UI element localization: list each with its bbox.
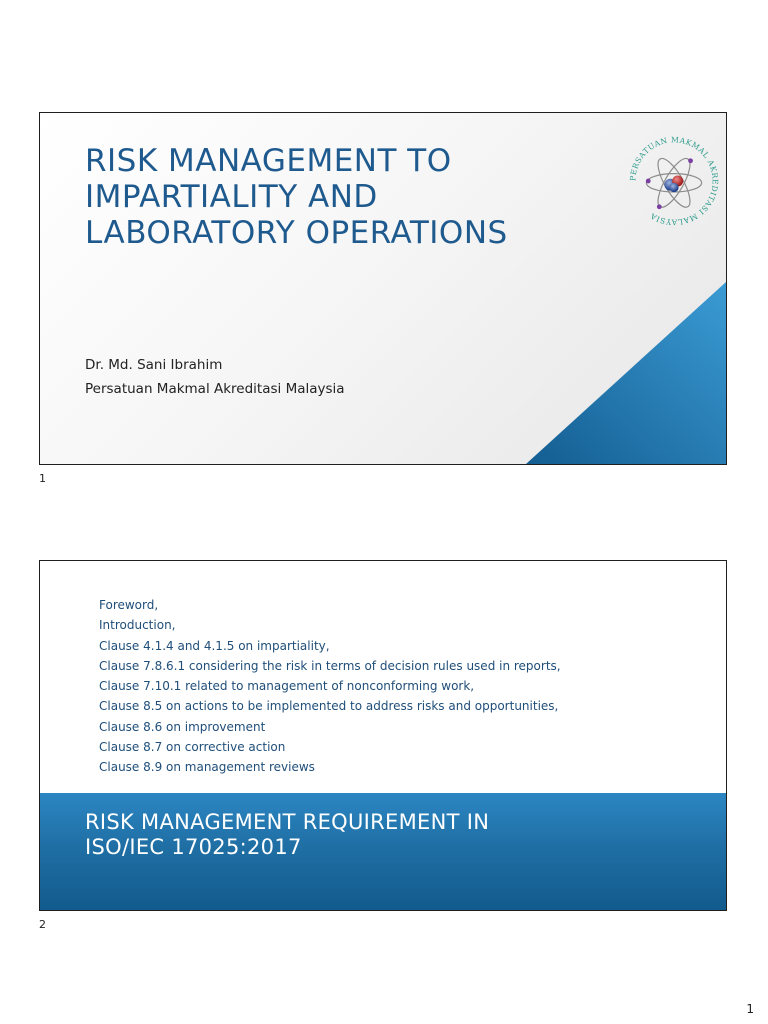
agenda-list — [99, 595, 561, 778]
slide-1-number: 1 — [39, 472, 46, 485]
organization-name: Persatuan Makmal Akreditasi Malaysia — [85, 381, 345, 397]
slide-2-number: 2 — [39, 918, 46, 931]
agenda-item: Clause 8.5 on actions to be implemented to address risks and opportunities, — [99, 699, 559, 714]
slide-1-subtitle — [85, 353, 345, 401]
logo-text: PERSATUAN MAKMAL AKREDITASI MALAYSIA — [628, 135, 720, 227]
agenda-item: Foreword, — [99, 598, 159, 612]
slide-1-title-line: IMPARTIALITY AND — [85, 179, 378, 215]
slide-2-title — [85, 810, 489, 860]
page-number: 1 — [746, 1002, 754, 1016]
slide-1 — [39, 112, 727, 465]
agenda-item: Clause 4.1.4 and 4.1.5 on impartiality, — [99, 638, 330, 653]
slide-1-title-line: RISK MANAGEMENT TO — [85, 143, 452, 179]
slide-2-title-band — [40, 793, 726, 911]
agenda-item: Introduction, — [99, 618, 176, 633]
agenda-item: Clause 7.8.6.1 considering the risk in terms of decision rules used in reports, — [99, 658, 561, 673]
slide-2-title-line: ISO/IEC 17025:2017 — [85, 835, 302, 859]
agenda-item: Clause 8.6 on improvement — [99, 719, 266, 734]
slide-2 — [39, 560, 727, 911]
author-name: Dr. Md. Sani Ibrahim — [85, 357, 223, 373]
association-logo — [628, 135, 720, 227]
slide-1-title-line: LABORATORY OPERATIONS — [85, 215, 508, 251]
agenda-item: Clause 8.7 on corrective action — [99, 740, 286, 755]
slide-2-title-line: RISK MANAGEMENT REQUIREMENT IN — [85, 810, 490, 834]
slide-1-title — [85, 143, 605, 251]
corner-triangle-decoration — [526, 282, 726, 464]
agenda-item: Clause 8.9 on management reviews — [99, 760, 315, 775]
agenda-item: Clause 7.10.1 related to management of nonconforming work, — [99, 679, 475, 694]
